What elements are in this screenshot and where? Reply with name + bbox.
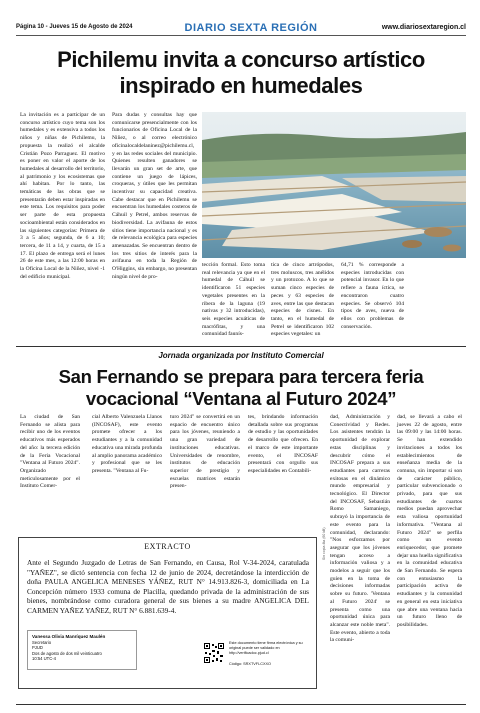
article1-column-1 bbox=[20, 112, 105, 344]
article2-column-4 bbox=[248, 414, 318, 532]
website-link[interactable]: www.diariosextaregion.cl bbox=[381, 24, 466, 31]
article2-column-5 bbox=[330, 414, 390, 702]
article2-column-3-text: turo 2024" se convertirá en un espacio de encuentro único para los jóvenes, reuniendo a una gran variedad de instituciones educativas. Universidades de renombre, institutos de educación superior de prestigio y escuelas matrices estarán presen- bbox=[170, 414, 240, 490]
signer-org: PJUD bbox=[32, 645, 43, 651]
article2-column-4-text: tes, brindando información detallada sobre sus programas de estudio y las oportunidades de desarrollo que ofrecen. En el marco de este importante evento, el INCOSAF presentará con orgullo sus especialidades en Contabili- bbox=[248, 414, 318, 474]
page-header bbox=[16, 22, 466, 36]
article2-column-6-text: dad, se llevará a cabo el jueves 22 de agosto, entre las 09:00 y las 14:00 horas. Se han extendido invitaciones a todos los establecimientos de enseñanza media de la comuna, sin importar si son de carácter público, particular subvencionado o privado, para que sus estudiantes de cuartos medios puedan aprovechar esta valiosa oportunidad informativa. "Ventana al Futuro 2024" se perfila como un evento enriquecedor, que promete dejar una huella significativa en la comunidad educativa de San Fernando. Se espera con entusiasmo la participación activa de estudiantes y la comunidad en general en esta iniciativa que abre una ventana hacia un futuro lleno de posibilidades. bbox=[397, 414, 462, 628]
article1-column-4-text: tica de cinco artrópodos, tres moluscos, tres anélidos y un protozoo. A lo que se suman cinco especies de peces y 63 especies de aves, entre las que destacan especies de cisnes. En tanto, en el humedal de Petrel se identificaron 102 especies vegetales: un bbox=[271, 262, 334, 338]
ad-side-text: Sin copia 4ta (60 kB) bbox=[322, 527, 326, 560]
article1-column-3-text: tección formal. Esto toma real relevancia ya que en el humedal de Cáhuil se identificaron 51 especies vegetales presentes en la ribera de la laguna (19 nativas y 32 introducidas), seis especies acuáticas de macrófitas, y una comunidad faunís- bbox=[202, 262, 265, 338]
qr-code-icon bbox=[203, 642, 225, 664]
section-divider bbox=[16, 346, 466, 347]
article2-column-2 bbox=[92, 414, 162, 532]
signer-time: 10:54 UTC-4 bbox=[32, 656, 56, 662]
signer-role: Secretario bbox=[32, 639, 52, 645]
article1-column-2-text: Para dudas y consultas hay que comunicarse presencialmente con los funcionarios de Oficina Local de la Niñez, o al correo electrónico oficinalocaldelaninez@pichilemu.cl, y en las redes sociales del municipio. Quienes resulten ganadores se llevarán un gran set de arte, que contiene un juego de lápices, croqueras, y útiles que les permitan incentivar su capacidad creativa. Cabe destacar que en Pichilemu se encuentran los humedales costeros de Cáhuil y Petrel, ambos reservas de biodiversidad. La avifauna de estos sitios tiene importancia nacional y es de relevancia ecológica para especies amenazadas. Se encuentran dentro de los tres sitios de interés para la avifauna en toda la Región de O'Higgins, sin embargo, no presentan ningún nivel de pro- bbox=[112, 112, 197, 280]
legal-notice-body: Ante el Segundo Juzgado de Letras de San Fernando, en Causa, Rol V-34-2024, caratulada "YAÑEZ", se dictó sentencia con fecha 12 de junio de 2024, decretándose la interdicción de doña PAULA ANGELICA MENESES YÁÑEZ, RUT N° 14.913.826-3, domiciliada en La Concepción número 1933 comuna de Placilla, quedando privada de la administración de sus bienes, nombrándose como curadora general de sus bienes a su madre ANGELICA DEL CARMEN YAÑEZ YAÑEZ, RUT N° 6.881.639-4. bbox=[27, 558, 309, 615]
article2-headline: San Fernando se prepara para tercera feria vocacional “Ventana al Futuro 2024” bbox=[58, 366, 424, 409]
page-number: Página 10 - Jueves 15 de Agosto de 2024 bbox=[16, 24, 133, 30]
verification-code: Código: SRXTVFLCXXO bbox=[229, 662, 271, 666]
article2-column-1-text: La ciudad de San Fernando se alista para recibir uno de los eventos educativos más esperados del año: la tercera edición de la Feria Vocacional "Ventana al Futuro 2024". Organizado meticulosamente por el Instituto Comer- bbox=[20, 414, 80, 490]
legal-notice-box bbox=[18, 537, 317, 689]
signature-verification-text: Este documento tiene firma electrónica y su original puede ser validado en http://verificadoc.pjud.cl bbox=[229, 641, 303, 655]
article1-column-2 bbox=[112, 112, 197, 344]
article2-column-3 bbox=[170, 414, 240, 532]
legal-notice-title: EXTRACTO bbox=[144, 542, 191, 551]
article2-kicker: Jornada organizada por Instituto Comercial bbox=[158, 351, 324, 360]
electronic-signature bbox=[27, 630, 137, 670]
wetland-photo bbox=[202, 112, 466, 258]
article2-column-6 bbox=[397, 414, 462, 702]
signer-name: Vanessa Olivia Manríquez Maulén bbox=[32, 634, 106, 639]
article1-column-3 bbox=[202, 262, 265, 344]
article1-column-5-text: 64,71 % corresponde a especies introducidas con potencial invasor. En lo que refiere a fauna íctica, se encontraron cuatro especies. Se observó 104 tipos de aves, nueva de ellos con problemas de conservación. bbox=[341, 262, 404, 330]
article1-column-4 bbox=[271, 262, 334, 344]
article2-column-5-text: dad, Administración y Conectividad y Redes. Los asistentes tendrán la oportunidad de explorar estas disciplinas y descubrir cómo el INCOSAF prepara a sus estudiantes para carreras exitosas en el dinámico mundo empresarial y tecnológico. El Director del INCOSAF, Sebastián Romo Samaniego, subrayó la importancia de este evento para la comunidad, declarando: "Nos esforzamos por asegurar que los jóvenes tengan acceso a información valiosa y a modelos a seguir que los guíen en la toma de decisiones informadas sobre su futuro. 'Ventana al Futuro 2024' se presenta como una oportunidad única para alcanzar este noble meta". Este evento, abierto a toda la comuni- bbox=[330, 414, 390, 644]
newspaper-name: DIARIO SEXTA REGIÓN bbox=[184, 22, 318, 34]
article1-column-1-text: La invitación es a participar de un concurso artístico cuyo tema son los humedales y es extensiva a todos los niños y niñas de Pichilemu, la propuesta la realizó el alcalde Cristián Pozo Parraguez. El motivo es poner en valor el aporte de los humedales al desarrollo del territorio, al patrimonio y los ecosistemas que ahí habitan. Por lo tanto, las temáticas de las obras que se presentarán deben estar inspiradas en este tema. Los requisitos para poder ser parte de esta propuesta socioambiental están considerados en las siguientes categorías: Primera de 3 a 5 años; segunda, de 6 a 10; tercera, de 11 a 14, y cuarta, de 15 a 17. El plazo de entrega será el lunes 26 de este mes, a las 12:00 horas en la Oficina Local de la Niñez, nivel -1 del edificio municipal. bbox=[20, 112, 105, 280]
signer-date: Dos de agosto de dos mil veinticuatro bbox=[32, 650, 102, 656]
article2-column-2-text: cial Alberto Valenzuela Llanos (INCOSAF), este evento promete ofrecer a los estudiantes y a la comunidad educativa una mirada profunda al amplio panorama académico y profesional que se les presenta. "Ventana al Fu- bbox=[92, 414, 162, 474]
page-bottom-rule bbox=[16, 704, 466, 705]
article2-column-1 bbox=[20, 414, 80, 532]
article1-column-5 bbox=[341, 262, 404, 344]
article1-headline: Pichilemu invita a concurso artístico inspirado en humedales bbox=[57, 47, 425, 98]
